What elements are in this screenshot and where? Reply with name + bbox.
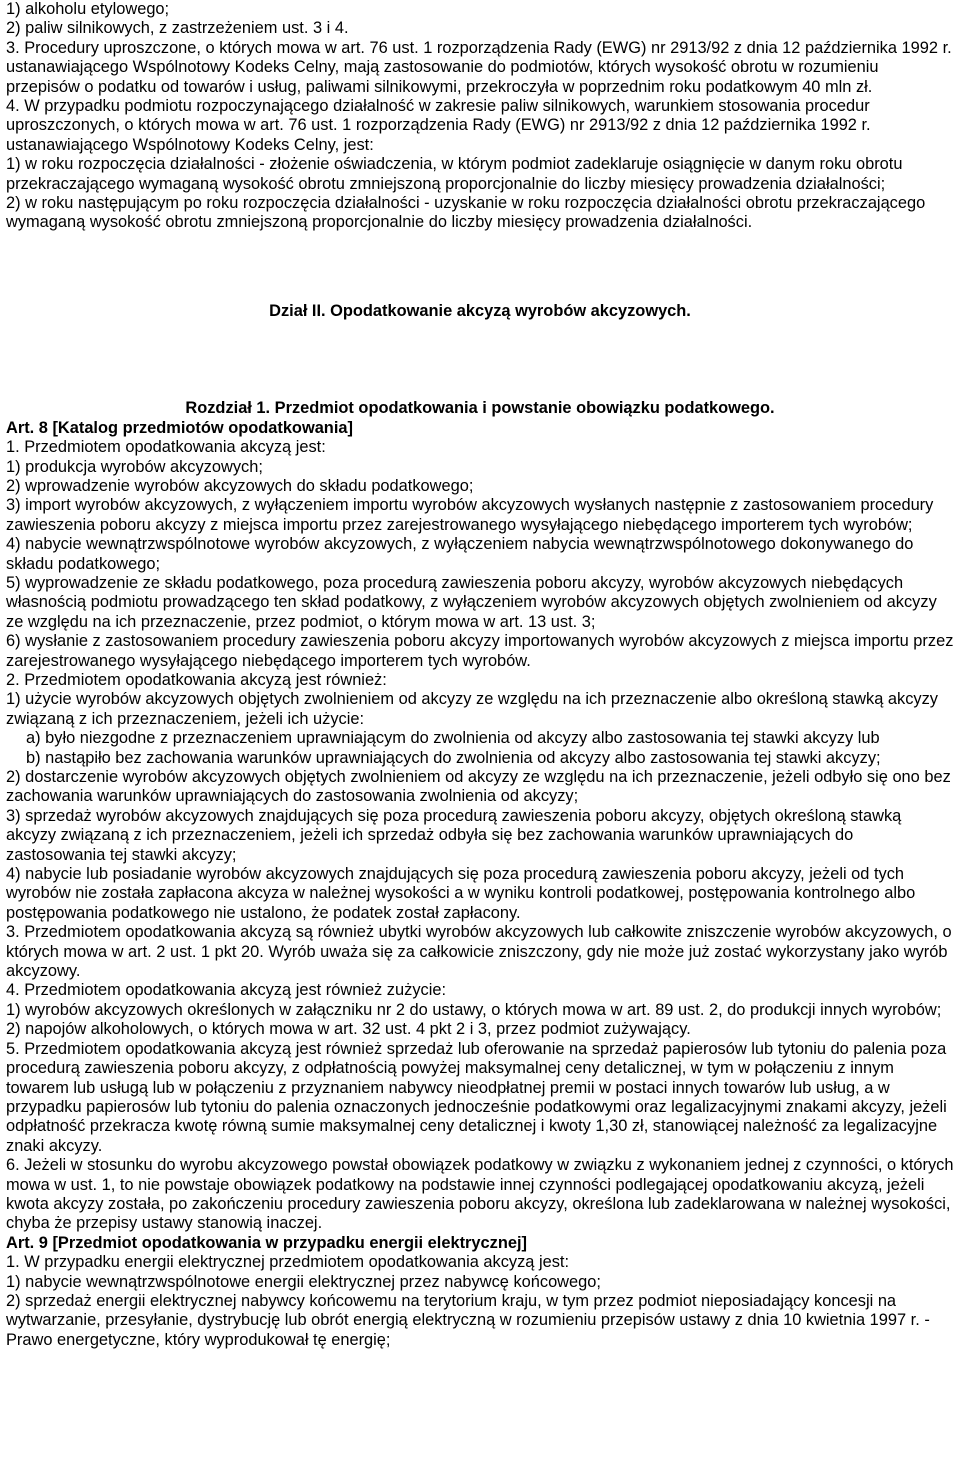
- art8-ust-1: 1. Przedmiotem opodatkowania akcyzą jest:: [6, 438, 326, 457]
- art8-ust-2-pkt-1: 1) użycie wyrobów akcyzowych objętych zwolnieniem od akcyzy ze względu na ich przeznaczenie albo określoną stawką akcyzy związaną z ich przeznaczeniem, jeżeli ich użycie:: [6, 690, 938, 728]
- art9-ust-1-pkt-1: 1) nabycie wewnątrzwspólnotowe energii elektrycznej przez nabywcę końcowego;: [6, 1272, 601, 1291]
- art8-ust-1-pkt-5: 5) wyprowadzenie ze składu podatkowego, poza procedurą zawieszenia poboru akcyzy, wyrobów akcyzowych niebędących własnością podmiotu prowadzącego ten skład podatkowy, z wyłączeniem wyrobów akcyzowych objętych zwolnieniem od akcyzy ze względu na ich przeznaczenie, przez podmiot, o którym mowa w art. 13 ust. 3;: [6, 573, 937, 631]
- art8-ust-1-pkt-1: 1) produkcja wyrobów akcyzowych;: [6, 457, 263, 476]
- art8-ust-4-pkt-2: 2) napojów alkoholowych, o których mowa w art. 32 ust. 4 pkt 2 i 3, przez podmiot zużywający.: [6, 1020, 691, 1039]
- paragraph-4-point-1: 1) w roku rozpoczęcia działalności - złożenie oświadczenia, w którym podmiot zadeklaruje osiągnięcie w danym roku obrotu przekraczającego wymaganą wysokość obrotu zmniejszoną proporcjonalnie do liczby miesięcy prowadzenia działalności;: [6, 155, 903, 193]
- article-8-title: Art. 8 [Katalog przedmiotów opodatkowania]: [6, 418, 353, 437]
- spacer: [6, 321, 954, 399]
- art8-ust-2: 2. Przedmiotem opodatkowania akcyzą jest również:: [6, 670, 387, 689]
- spacer: [6, 233, 954, 302]
- art8-ust-1-pkt-3: 3) import wyrobów akcyzowych, z wyłączeniem importu wyrobów akcyzowych wysłanych następnie z zastosowaniem procedury zawieszenia poboru akcyzy z miejsca importu przez zarejestrowanego wysyłającego niebędącego importerem tych wyrobów;: [6, 496, 934, 534]
- paragraph-3: 3. Procedury uproszczone, o których mowa w art. 76 ust. 1 rozporządzenia Rady (EWG) nr 2913/92 z dnia 12 października 1992 r. ustanawiającego Wspólnotowy Kodeks Celny, mają zastosowanie do podmiotów, których wysokość obrotu w rozumieniu przepisów o podatku od towarów i usług, paliwami silnikowymi, przekroczyła w poprzednim roku podatkowym 40 mln zł.: [6, 38, 952, 96]
- paragraph-4: 4. W przypadku podmiotu rozpoczynającego działalność w zakresie paliw silnikowych, warunkiem stosowania procedur uproszczonych, o których mowa w art. 76 ust. 1 rozporządzenia Rady (EWG) nr 2913/92 z dnia 12 października 1992 r. ustanawiającego Wspólnotowy Kodeks Celny, jest:: [6, 97, 871, 154]
- art8-ust-5: 5. Przedmiotem opodatkowania akcyzą jest również sprzedaż lub oferowanie na sprzedaż papierosów lub tytoniu do palenia poza procedurą zawieszenia poboru akcyzy, z odpłatnością powyżej maksymalnej ceny detalicznej, w tym w połączeniu z innym towarem lub usługą lub w połączeniu z przyznaniem nabywcy nieodpłatnej premii w postaci innych towarów lub usług, a w przypadku papierosów lub tytoniu do palenia oznaczonych jednocześnie podatkowymi oraz legalizacyjnymi znakami akcyzy, jeżeli odpłatność przekracza kwotę równą sumie maksymalnej ceny detalicznej i kwoty 1,30 zł, stanowiącej należność za legalizacyjne znaki akcyzy.: [6, 1039, 947, 1155]
- art8-ust-2-pkt-1-lit-b: b) nastąpiło bez zachowania warunków uprawniających do zwolnienia od akcyzy albo zastosowania tej stawki akcyzy;: [26, 748, 881, 767]
- art8-ust-2-pkt-4: 4) nabycie lub posiadanie wyrobów akcyzowych znajdujących się poza procedurą zawieszenia poboru akcyzy, jeżeli od tych wyrobów nie została zapłacona akcyza w należnej wysokości a w wyniku kontroli podatkowej, postępowania kontrolnego albo postępowania podatkowego nie ustalono, że podatek został zapłacony.: [6, 865, 916, 922]
- art8-ust-1-pkt-6: 6) wysłanie z zastosowaniem procedury zawieszenia poboru akcyzy importowanych wyrobów akcyzowych z miejsca importu przez zarejestrowanego wysyłającego niebędącego importerem tych wyrobów.: [6, 632, 954, 670]
- article-9-title: Art. 9 [Przedmiot opodatkowania w przypadku energii elektrycznej]: [6, 1233, 527, 1252]
- art8-ust-4: 4. Przedmiotem opodatkowania akcyzą jest również zużycie:: [6, 981, 447, 1000]
- section-heading-dzial: Dział II. Opodatkowanie akcyzą wyrobów akcyzowych.: [269, 301, 691, 320]
- art8-ust-3: 3. Przedmiotem opodatkowania akcyzą są również ubytki wyrobów akcyzowych lub całkowite zniszczenie wyrobów akcyzowych, o których mowa w art. 2 ust. 1 pkt 20. Wyrób uważa się za całkowicie zniszczony, gdy nie może już zostać wykorzystany jako wyrób akcyzowy.: [6, 923, 952, 981]
- item-paliwa: 2) paliw silnikowych, z zastrzeżeniem ust. 3 i 4.: [6, 19, 349, 38]
- art8-ust-1-pkt-4: 4) nabycie wewnątrzwspólnotowe wyrobów akcyzowych, z wyłączeniem nabycia wewnątrzwspólnotowego dokonywanego do składu podatkowego;: [6, 535, 914, 573]
- art8-ust-4-pkt-1: 1) wyrobów akcyzowych określonych w załączniku nr 2 do ustawy, o których mowa w art. 89 ust. 2, do produkcji innych wyrobów;: [6, 1000, 942, 1019]
- art9-ust-1-pkt-2: 2) sprzedaż energii elektrycznej nabywcy końcowemu na terytorium kraju, w tym przez podmiot nieposiadający koncesji na wytwarzanie, przesyłanie, dystrybucję lub obrót energią elektryczną w rozumieniu przepisów ustawy z dnia 10 kwietnia 1997 r. - Prawo energetyczne, który wyprodukował tę energię;: [6, 1291, 930, 1349]
- art8-ust-2-pkt-1-lit-a: a) było niezgodne z przeznaczeniem uprawniającym do zwolnienia od akcyzy albo zastosowania tej stawki akcyzy lub: [26, 729, 880, 748]
- item-alkohol: 1) alkoholu etylowego;: [6, 0, 170, 18]
- paragraph-4-point-2: 2) w roku następującym po roku rozpoczęcia działalności - uzyskanie w roku rozpoczęcia działalności obrotu przekraczającego wymaganą wysokość obrotu zmniejszoną proporcjonalnie do liczby miesięcy prowadzenia działalności.: [6, 194, 926, 232]
- chapter-heading-rozdzial: Rozdział 1. Przedmiot opodatkowania i powstanie obowiązku podatkowego.: [185, 399, 775, 418]
- art8-ust-1-pkt-2: 2) wprowadzenie wyrobów akcyzowych do składu podatkowego;: [6, 476, 474, 495]
- art9-ust-1: 1. W przypadku energii elektrycznej przedmiotem opodatkowania akcyzą jest:: [6, 1253, 570, 1272]
- art8-ust-2-pkt-3: 3) sprzedaż wyrobów akcyzowych znajdujących się poza procedurą zawieszenia poboru akcyzy, objętych określoną stawką akcyzy związaną z ich przeznaczeniem, jeżeli ich sprzedaż odbyła się bez zachowania warunków uprawniających do zastosowania tej stawki akcyzy;: [6, 806, 902, 864]
- art8-ust-6: 6. Jeżeli w stosunku do wyrobu akcyzowego powstał obowiązek podatkowy w związku z wykonaniem jednej z czynności, o których mowa w ust. 1, to nie powstaje obowiązek podatkowy na podstawie innej czynności podlegającej opodatkowaniu akcyzą, jeżeli kwota akcyzy została, po zakończeniu procedury zawieszenia poboru akcyzy, określona lub zadeklarowana w należnej wysokości, chyba że przepisy ustawy stanowią inaczej.: [6, 1156, 954, 1233]
- art8-ust-2-pkt-2: 2) dostarczenie wyrobów akcyzowych objętych zwolnieniem od akcyzy ze względu na ich przeznaczenie, jeżeli odbyło się ono bez zachowania warunków uprawniających do zastosowania zwolnienia od akcyzy;: [6, 768, 951, 806]
